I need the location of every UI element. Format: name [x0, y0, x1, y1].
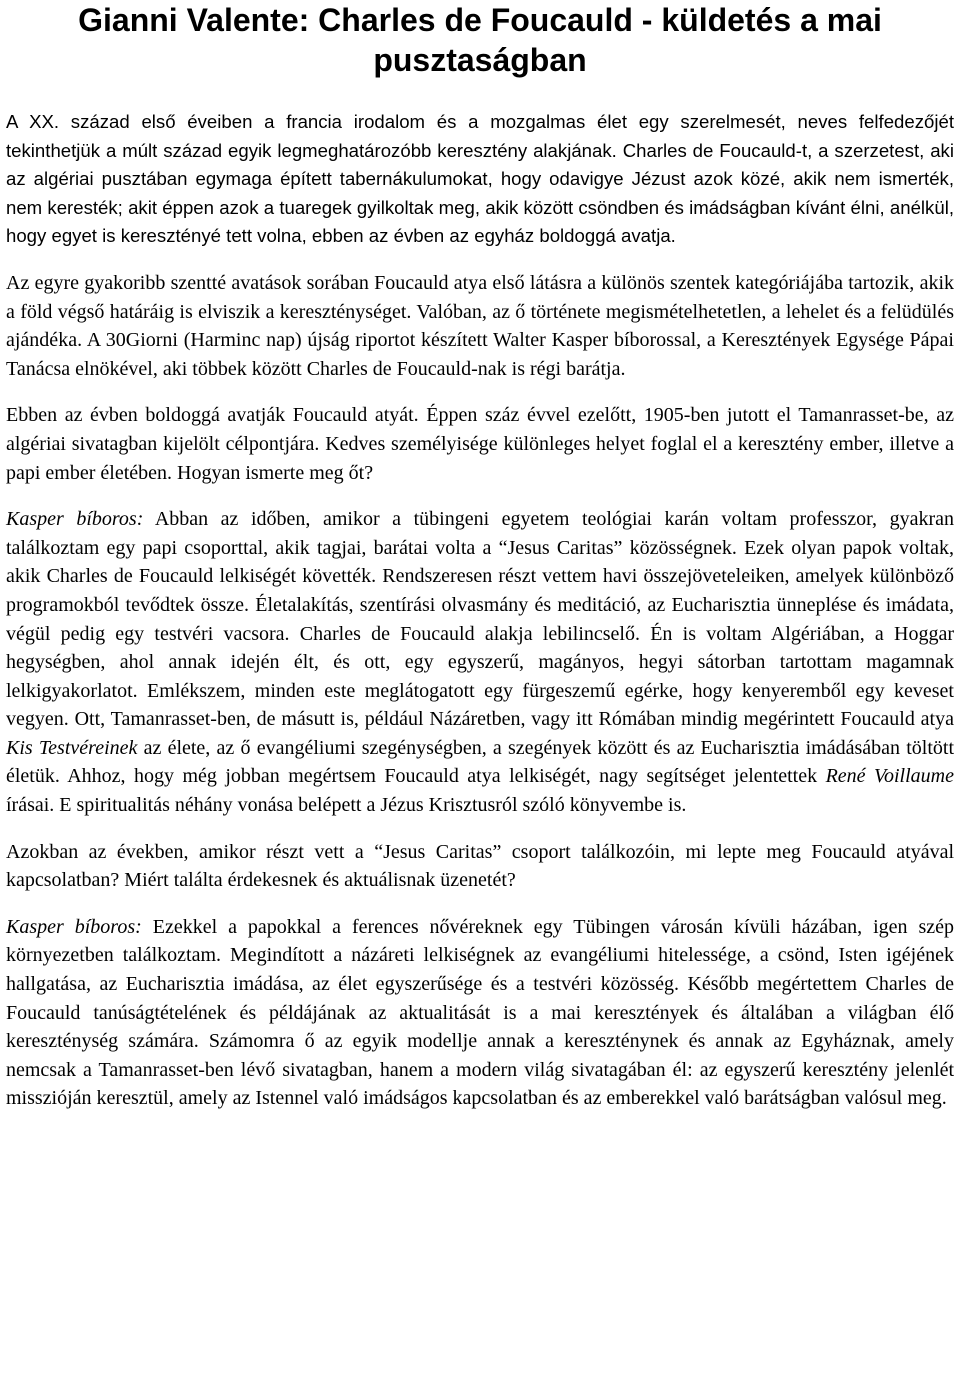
speaker-label: Kasper bíboros:	[6, 915, 142, 938]
answer-2	[6, 913, 954, 1113]
answer-1-emphasis-a: Kis Testvéreinek	[6, 736, 138, 759]
context-paragraph: Az egyre gyakoribb szentté avatások sorában Foucauld atya első látásra a különös szentek kategóriájába tartozik, akik a föld végső határáig is elviszik a kereszténységet. Valóban, az ő története megismételhetetlen, a lehelet és a felüdülés ajándéka. A 30Giorni (Harminc nap) újság riportot készített Walter Kasper bíborossal, a Keresztények Egysége Pápai Tanácsa elnökével, aki többek között Charles de Foucauld-nak is régi barátja.	[6, 271, 954, 380]
answer-1-text-c: írásai. E spiritualitás néhány vonása belépett a Jézus Krisztusról szóló könyvembe is.	[6, 794, 687, 817]
answer-1	[6, 505, 954, 820]
answer-1-emphasis-b: René Voillaume	[825, 765, 954, 788]
speaker-label: Kasper bíboros:	[6, 508, 144, 531]
answer-1-text-b: az élete, az ő evangéliumi szegénységben, a szegények között és az Eucharisztia imádásában töltött életük. Ahhoz, hogy még jobban megértsem Foucauld atya lelkiségét, nagy segítséget jelentettek	[6, 736, 954, 788]
question-1: Ebben az évben boldoggá avatják Foucauld atyát. Éppen száz évvel ezelőtt, 1905-ben jutott el Tamanrasset-be, az algériai sivatagban kijelölt célpontjára. Kedves személyisége különleges helyet foglal el a keresztény ember, illetve a papi ember életében. Hogyan ismerte meg őt?	[6, 404, 954, 484]
answer-2-text: Ezekkel a papokkal a ferences nővéreknek egy Tübingen városán kívüli házában, igen szép környezetben találkoztam. Megindított a názáreti lelkiségnek az evangéliumi hitelessége, a csönd, Isten igéjének hallgatása, az Eucharisztia imádása, az élet egyszerűsége és a testvéri közösség. Később megértettem Charles de Foucauld tanúságtételének és példájának az aktualitását is a mai keresztények és általában a világban élő kereszténység számára. Számomra ő az egyik modellje annak a kereszténynek és annak az Egyháznak, amely nemcsak a Tamanrasset-ben lévő sivatagban, hanem a modern világ sivatagában él: az egyszerű keresztény jelenlét misszióján keresztül, amely az Istennel való imádságos kapcsolatban és az emberekkel való barátságban valósul meg.	[6, 915, 954, 1110]
question-2: Azokban az években, amikor részt vett a “Jesus Caritas” csoport találkozóin, mi lepte meg Foucauld atyával kapcsolatban? Miért találta érdekesnek és aktuálisnak üzenetét?	[6, 840, 954, 892]
intro-paragraph: A XX. század első éveiben a francia irodalom és a mozgalmas élet egy szerelmesét, neves felfedezőjét tekinthetjük a múlt század egyik legmeghatározóbb keresztény alakjának. Charles de Foucauld-t, a szerzetest, aki az algériai pusztában egymaga épített tabernákulumokat, hogy odavigye Jézust azok közé, akik nem ismerték, nem keresték; akit éppen azok a tuaregek gyilkoltak meg, akik között csöndben és imádságban kívánt élni, anélkül, hogy egyet is keresztényé tett volna, ebben az évben az egyház boldoggá avatja.	[6, 111, 954, 247]
article-title: Gianni Valente: Charles de Foucauld - küldetés a mai pusztaságban	[78, 2, 882, 78]
answer-1-text-a: Abban az időben, amikor a tübingeni egyetem teológiai karán voltam professzor, gyakran találkoztam egy papi csoporttal, akik tagjai, barátai volta a “Jesus Caritas” közösségnek. Ezek olyan papok voltak, akik Charles de Foucauld lelkiségét követték. Rendszeresen részt vettem havi összejöveteleiken, amelyek különböző programokból tevődtek össze. Életalakítás, szentírási olvasmány és meditáció, az Eucharisztia ünneplése és imádata, végül pedig egy testvéri vacsora. Charles de Foucauld alakja lebilincselő. Én is voltam Algériában, a Hoggar hegységben, ahol annak idején élt, és ott, egy egyszerű, magányos, hegyi sátorban tartottam magamnak lelkigyakorlatot. Emlékszem, minden este meglátogatott egy fürgeszemű egérke, hogy kenyeremből egy keveset vegyen. Ott, Tamanrasset-ben, de másutt is, például Názáretben, vagy itt Rómában mindig megérintett Foucauld atya	[6, 508, 955, 731]
